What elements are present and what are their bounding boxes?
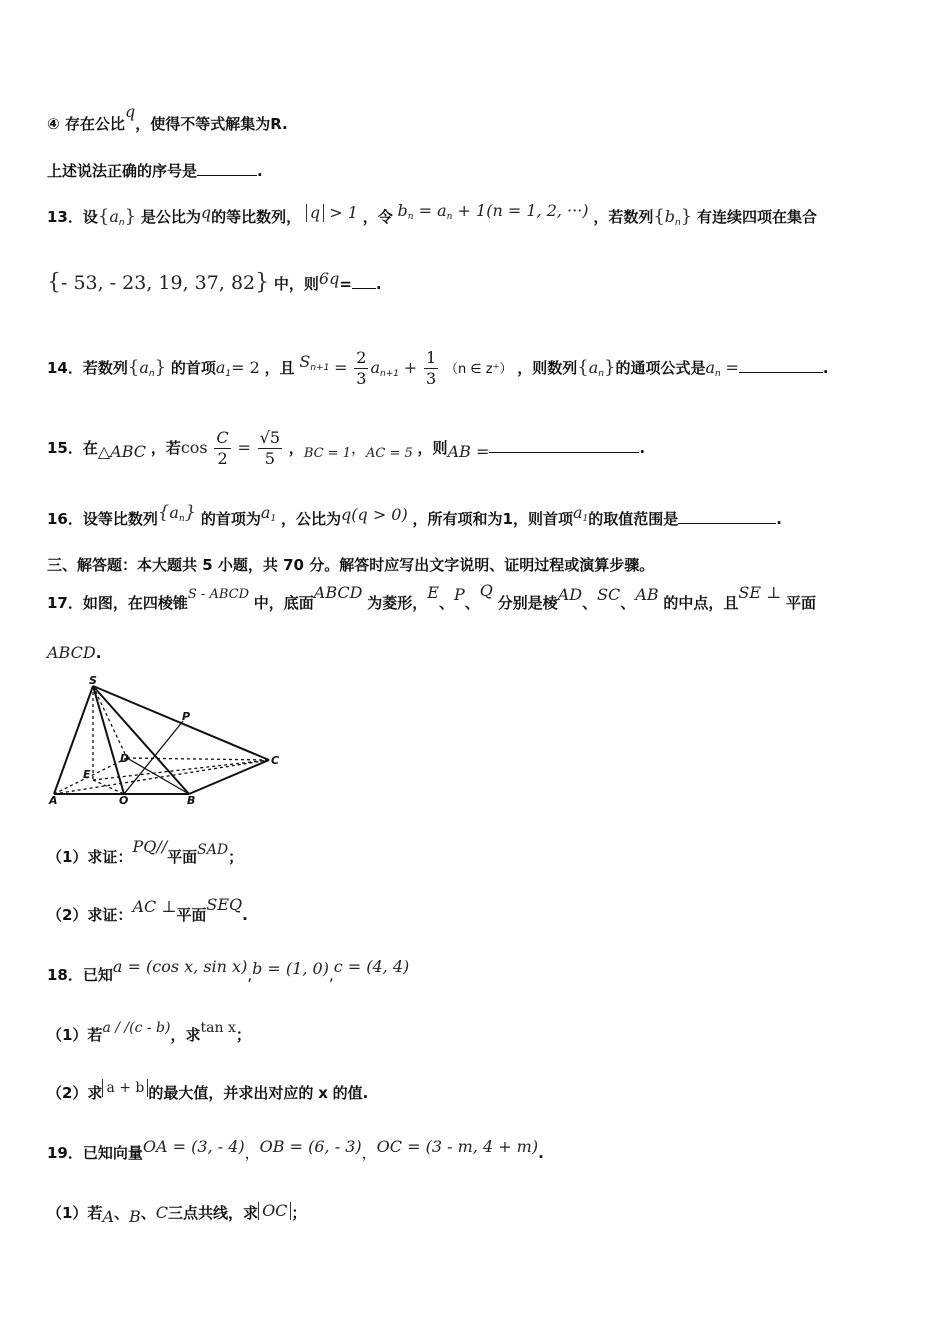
q15-comma: ， <box>288 439 304 457</box>
q14-frac1-num: 2 <box>356 348 367 367</box>
q14-a2-sub: n+1 <box>380 369 400 379</box>
q15-t2: ，则 <box>417 439 448 457</box>
label-p: P <box>182 710 191 723</box>
q18-part1-end: ； <box>235 1026 251 1044</box>
q14-a2: a <box>370 358 381 377</box>
q14-s: S <box>299 352 311 371</box>
q13-line2: {- 53, - 23, 19, 37, 82} 中，则6q= . <box>47 269 382 295</box>
q16-t5: 的取值范围是 <box>588 510 679 528</box>
q14-a1: a <box>215 358 226 377</box>
item-4-line <box>47 102 288 135</box>
q17-sep1: 、 <box>438 594 454 612</box>
q13-end: . <box>375 275 382 293</box>
q13-an: a <box>109 207 119 226</box>
q18-comma1: , <box>247 966 253 984</box>
q17-t3: 分别是棱 <box>497 594 558 612</box>
q17-line2 <box>47 642 101 664</box>
q19-part1-c: C <box>155 1203 169 1222</box>
q19-line <box>47 1137 544 1164</box>
q19-oa: OA = (3, - 4) <box>142 1137 245 1156</box>
q15-number: 15．在 <box>47 439 98 457</box>
q17-t4: 的中点，且 <box>663 594 739 612</box>
q17-end: . <box>95 644 102 662</box>
item-4-tail: ，使得不等式解集为 <box>135 115 271 133</box>
label-b: B <box>187 794 196 804</box>
q17-ab: AB <box>635 585 659 604</box>
q14-line: 14．若数列$\{a_n\}$ 的首项$a_1= 2$ ，且 $S^{n+1}$ = $\frac{2}{3}$ $a_{n+1}$ + $\frac{1}{3}$ （n ∈ z⁺） ，则数列$\{a_n\}$的通项公式是$a_n$ = . <box>47 348 829 388</box>
q16-number: 16．设等比数列 <box>47 510 158 528</box>
q18-part2-t2: 的值 <box>332 1084 363 1102</box>
q15-t1: ，若 <box>150 439 181 457</box>
q14-plus: + <box>403 358 418 377</box>
q14-frac2 <box>424 348 438 389</box>
q17-ad: AD <box>557 585 583 604</box>
q13-bn-rest: = a <box>418 201 447 220</box>
q15-frac-sqrt-den: 5 <box>264 449 275 468</box>
label-d: D <box>120 752 130 765</box>
q17-part2-label: （2）求证： <box>47 906 133 924</box>
pyramid-figure <box>47 674 287 808</box>
statement-line <box>47 160 263 182</box>
label-q: Q <box>119 794 129 804</box>
q13-blank <box>352 274 376 289</box>
label-e: E <box>83 768 91 781</box>
q18-part2-t1: 的最大值，并求出对应的 <box>148 1084 314 1102</box>
q14-a1-val: = 2 <box>231 358 260 377</box>
q15-frac-c-den: 2 <box>217 449 228 468</box>
q13-bn-sub: n <box>675 218 681 228</box>
item-4-bold: R <box>270 115 283 133</box>
q17-t1: 中，底面 <box>253 594 314 612</box>
item-4-label: ④ 存在公比 <box>47 115 125 133</box>
item-4-end: . <box>282 115 288 133</box>
q17-sep4: 、 <box>620 594 636 612</box>
q13-abs-q: q <box>306 204 324 222</box>
q18-c: c = (4, 4) <box>333 957 410 976</box>
q17-part2 <box>47 895 248 926</box>
q19-part1-b: B <box>129 1207 141 1226</box>
q19-part1-oc: OC <box>258 1202 291 1220</box>
label-s: S <box>89 674 97 687</box>
q15-frac-c-num: C <box>216 428 229 447</box>
q18-comma2: , <box>328 966 334 984</box>
statement-end: . <box>257 162 263 180</box>
q18-part2-label: （2）求 <box>47 1084 103 1102</box>
q16-t1: 的首项为 <box>200 510 261 528</box>
q19-part1-sep1: 、 <box>114 1204 130 1222</box>
q17-part1-label: （1）求证： <box>47 848 133 866</box>
q19-ob: OB = (6, - 3) <box>259 1137 362 1156</box>
q16-a1-sub: 1 <box>270 514 277 524</box>
q17-part1-end: ； <box>228 848 244 866</box>
q18-part2-expr: a + b <box>102 1079 148 1097</box>
q16-an: a <box>169 503 179 522</box>
q18-part1-tan: tan x <box>200 1020 236 1036</box>
q15-eq: = <box>237 438 251 457</box>
q14-t2: ，且 <box>264 359 295 377</box>
q18-part1-label: （1）若 <box>47 1026 103 1044</box>
q19-number: 19．已知向量 <box>47 1144 143 1162</box>
q15-frac-sqrt <box>258 428 282 469</box>
q18-a: a = (cos x, sin x) <box>112 957 248 976</box>
q17-part1-plane: 平面 <box>167 848 198 866</box>
q19-part1-end: ； <box>291 1204 307 1222</box>
q13-set: - 53, - 23, 19, 37, 82 <box>61 272 256 294</box>
q17-abcd2: ABCD <box>47 643 96 662</box>
q17-part2-plane: 平面 <box>176 906 207 924</box>
q16-end: . <box>776 510 782 528</box>
q14-an-sub: n <box>148 369 155 379</box>
q14-frac1 <box>354 348 368 389</box>
q19-comma1: ， <box>244 1144 260 1162</box>
q16-t2: ，公比为 <box>280 510 341 528</box>
q19-part1-label: （1）若 <box>47 1204 103 1222</box>
q13-line1: 13．设$\{a_n\}$ 是公比为q的等比数列， q > 1 ，令 $b_n = a_n + 1(n = 1$, 2, ···) ，若数列$\{b_n\}$ 有连续四项在集合 <box>47 201 818 228</box>
q17-se: SE ⊥ <box>738 583 782 602</box>
q19-oc: OC = (3 - m, 4 + m) <box>376 1137 539 1156</box>
q17-number: 17．如图，在四棱锥 <box>47 594 188 612</box>
q15-frac-c <box>214 428 230 469</box>
q19-comma2: ， <box>361 1144 377 1162</box>
q17-part1-sad: SAD <box>197 842 229 858</box>
q13-t6: 中，则 <box>273 275 319 293</box>
q15-cos: cos <box>180 438 208 457</box>
q17-part2-ac: AC ⊥ <box>132 897 177 916</box>
q14-an2: a <box>705 358 715 377</box>
q16-blank <box>678 509 776 524</box>
q16-t3: ，所有项和为 <box>412 510 503 528</box>
q13-t3: ，令 <box>362 208 393 226</box>
q14-blank <box>739 358 823 373</box>
q19-part1-t1: 三点共线，求 <box>168 1204 259 1222</box>
q17-sep2: 、 <box>464 594 480 612</box>
q14-t1: 的首项 <box>170 359 216 377</box>
q16-q: q(q > 0) <box>341 505 408 524</box>
q17-part1 <box>47 837 244 869</box>
q15-ac: AC = 5 <box>366 446 413 461</box>
q13-t1: 是公比为 <box>140 208 201 226</box>
q14-an2-sub: n <box>715 369 721 379</box>
q18-part2-x: x <box>318 1084 328 1102</box>
q13-gt1: > 1 <box>329 203 358 222</box>
section-3-heading: 三、解答题：本大题共 5 小题，共 70 分。解答时应写出文字说明、证明过程或演算步骤。 <box>47 556 655 574</box>
answer-blank <box>197 161 257 176</box>
pyramid-diagram <box>47 674 287 804</box>
q13-bn-tail: + 1(n = 1, 2, ···) <box>457 201 589 220</box>
q13-t7: = <box>339 275 352 293</box>
q18-part2-end: . <box>362 1084 369 1102</box>
q17-part2-end: . <box>242 906 248 924</box>
q19-part1-a: A <box>102 1207 114 1226</box>
q18-line <box>47 957 410 986</box>
q16-t4: ，则首项 <box>512 510 573 528</box>
q15-frac-sqrt-num: √5 <box>259 428 281 447</box>
q19-end: . <box>538 1144 544 1162</box>
q14-end: . <box>822 359 829 377</box>
q18-b: b = (1, 0) <box>252 959 329 978</box>
q15-bc: BC = 1 <box>303 446 351 461</box>
q19-part1-sep2: 、 <box>140 1204 156 1222</box>
q15-line: 15．在△ABC ，若cos $\frac{C}{2}$ = $\frac{√5}{5}$ ，BC = 1，AC = 5 ，则AB = . <box>47 428 646 468</box>
q16-one: 1 <box>502 510 513 528</box>
q13-t5: 有连续四项在集合 <box>697 208 818 226</box>
q14-t4: 的通项公式是 <box>615 359 706 377</box>
q17-t2: 为菱形， <box>367 594 428 612</box>
q14-frac2-num: 1 <box>425 348 437 367</box>
q14-frac2-den: 3 <box>425 369 437 388</box>
q17-line1 <box>47 581 816 616</box>
q18-part2 <box>47 1082 368 1104</box>
q17-e: E <box>427 583 439 602</box>
q13-6q: 6q <box>318 269 340 288</box>
q17-p: P <box>453 585 465 604</box>
q13-t4: ，若数列 <box>593 208 654 226</box>
q18-part1-cond: a / /(c - b) <box>102 1020 171 1036</box>
q17-q: Q <box>479 581 493 600</box>
q15-ab: AB = <box>447 442 490 461</box>
item-4-var: q <box>124 102 136 121</box>
q14-t3: ，则数列 <box>517 359 578 377</box>
q15-blank <box>489 438 639 453</box>
q18-part1-t1: ，求 <box>170 1026 201 1044</box>
q14-s-sub: n+1 <box>310 363 330 373</box>
q17-t5: 平面 <box>785 594 816 612</box>
q14-an2-eq: = <box>725 358 739 377</box>
q13-t2: 的等比数列， <box>211 208 302 226</box>
q17-sc: SC <box>597 585 621 604</box>
label-a: A <box>49 794 58 804</box>
q14-eq: = <box>334 358 348 377</box>
q18-part1 <box>47 1020 251 1047</box>
q15-end: . <box>639 439 646 457</box>
q17-part1-pq: PQ// <box>132 837 168 856</box>
q14-number: 14．若数列 <box>47 359 128 377</box>
statement-text: 上述说法正确的序号是 <box>47 162 198 180</box>
q13-bn: b <box>664 207 676 226</box>
q13-an-sub: n <box>118 218 125 228</box>
q15-tri: △ABC <box>97 442 147 461</box>
label-c: C <box>271 754 280 767</box>
q13-q: q <box>200 203 212 222</box>
q17-part2-seq: SEQ <box>206 895 243 914</box>
q18-number: 18．已知 <box>47 966 113 984</box>
q14-frac1-den: 3 <box>356 369 367 388</box>
q14-a1-sub: 1 <box>225 369 232 379</box>
q16-line: 16．设等比数列$\{a_n\}$ 的首项为$a_1$ ，公比为q(q > 0) ，所有项和为1，则首项$a_1$的取值范围是 . <box>47 502 782 528</box>
q19-part1 <box>47 1202 306 1224</box>
q14-cond: （n ∈ z⁺） <box>444 362 513 377</box>
q16-an-sub: n <box>178 514 185 524</box>
q17-sabcd: S - ABCD <box>187 587 249 602</box>
q17-abcd: ABCD <box>313 583 363 602</box>
q17-sep3: 、 <box>582 594 598 612</box>
q16-a1: a <box>260 503 271 522</box>
q14-an: a <box>139 358 149 377</box>
q13-bn-def: b <box>397 201 408 220</box>
q13-number: 13．设 <box>47 208 98 226</box>
